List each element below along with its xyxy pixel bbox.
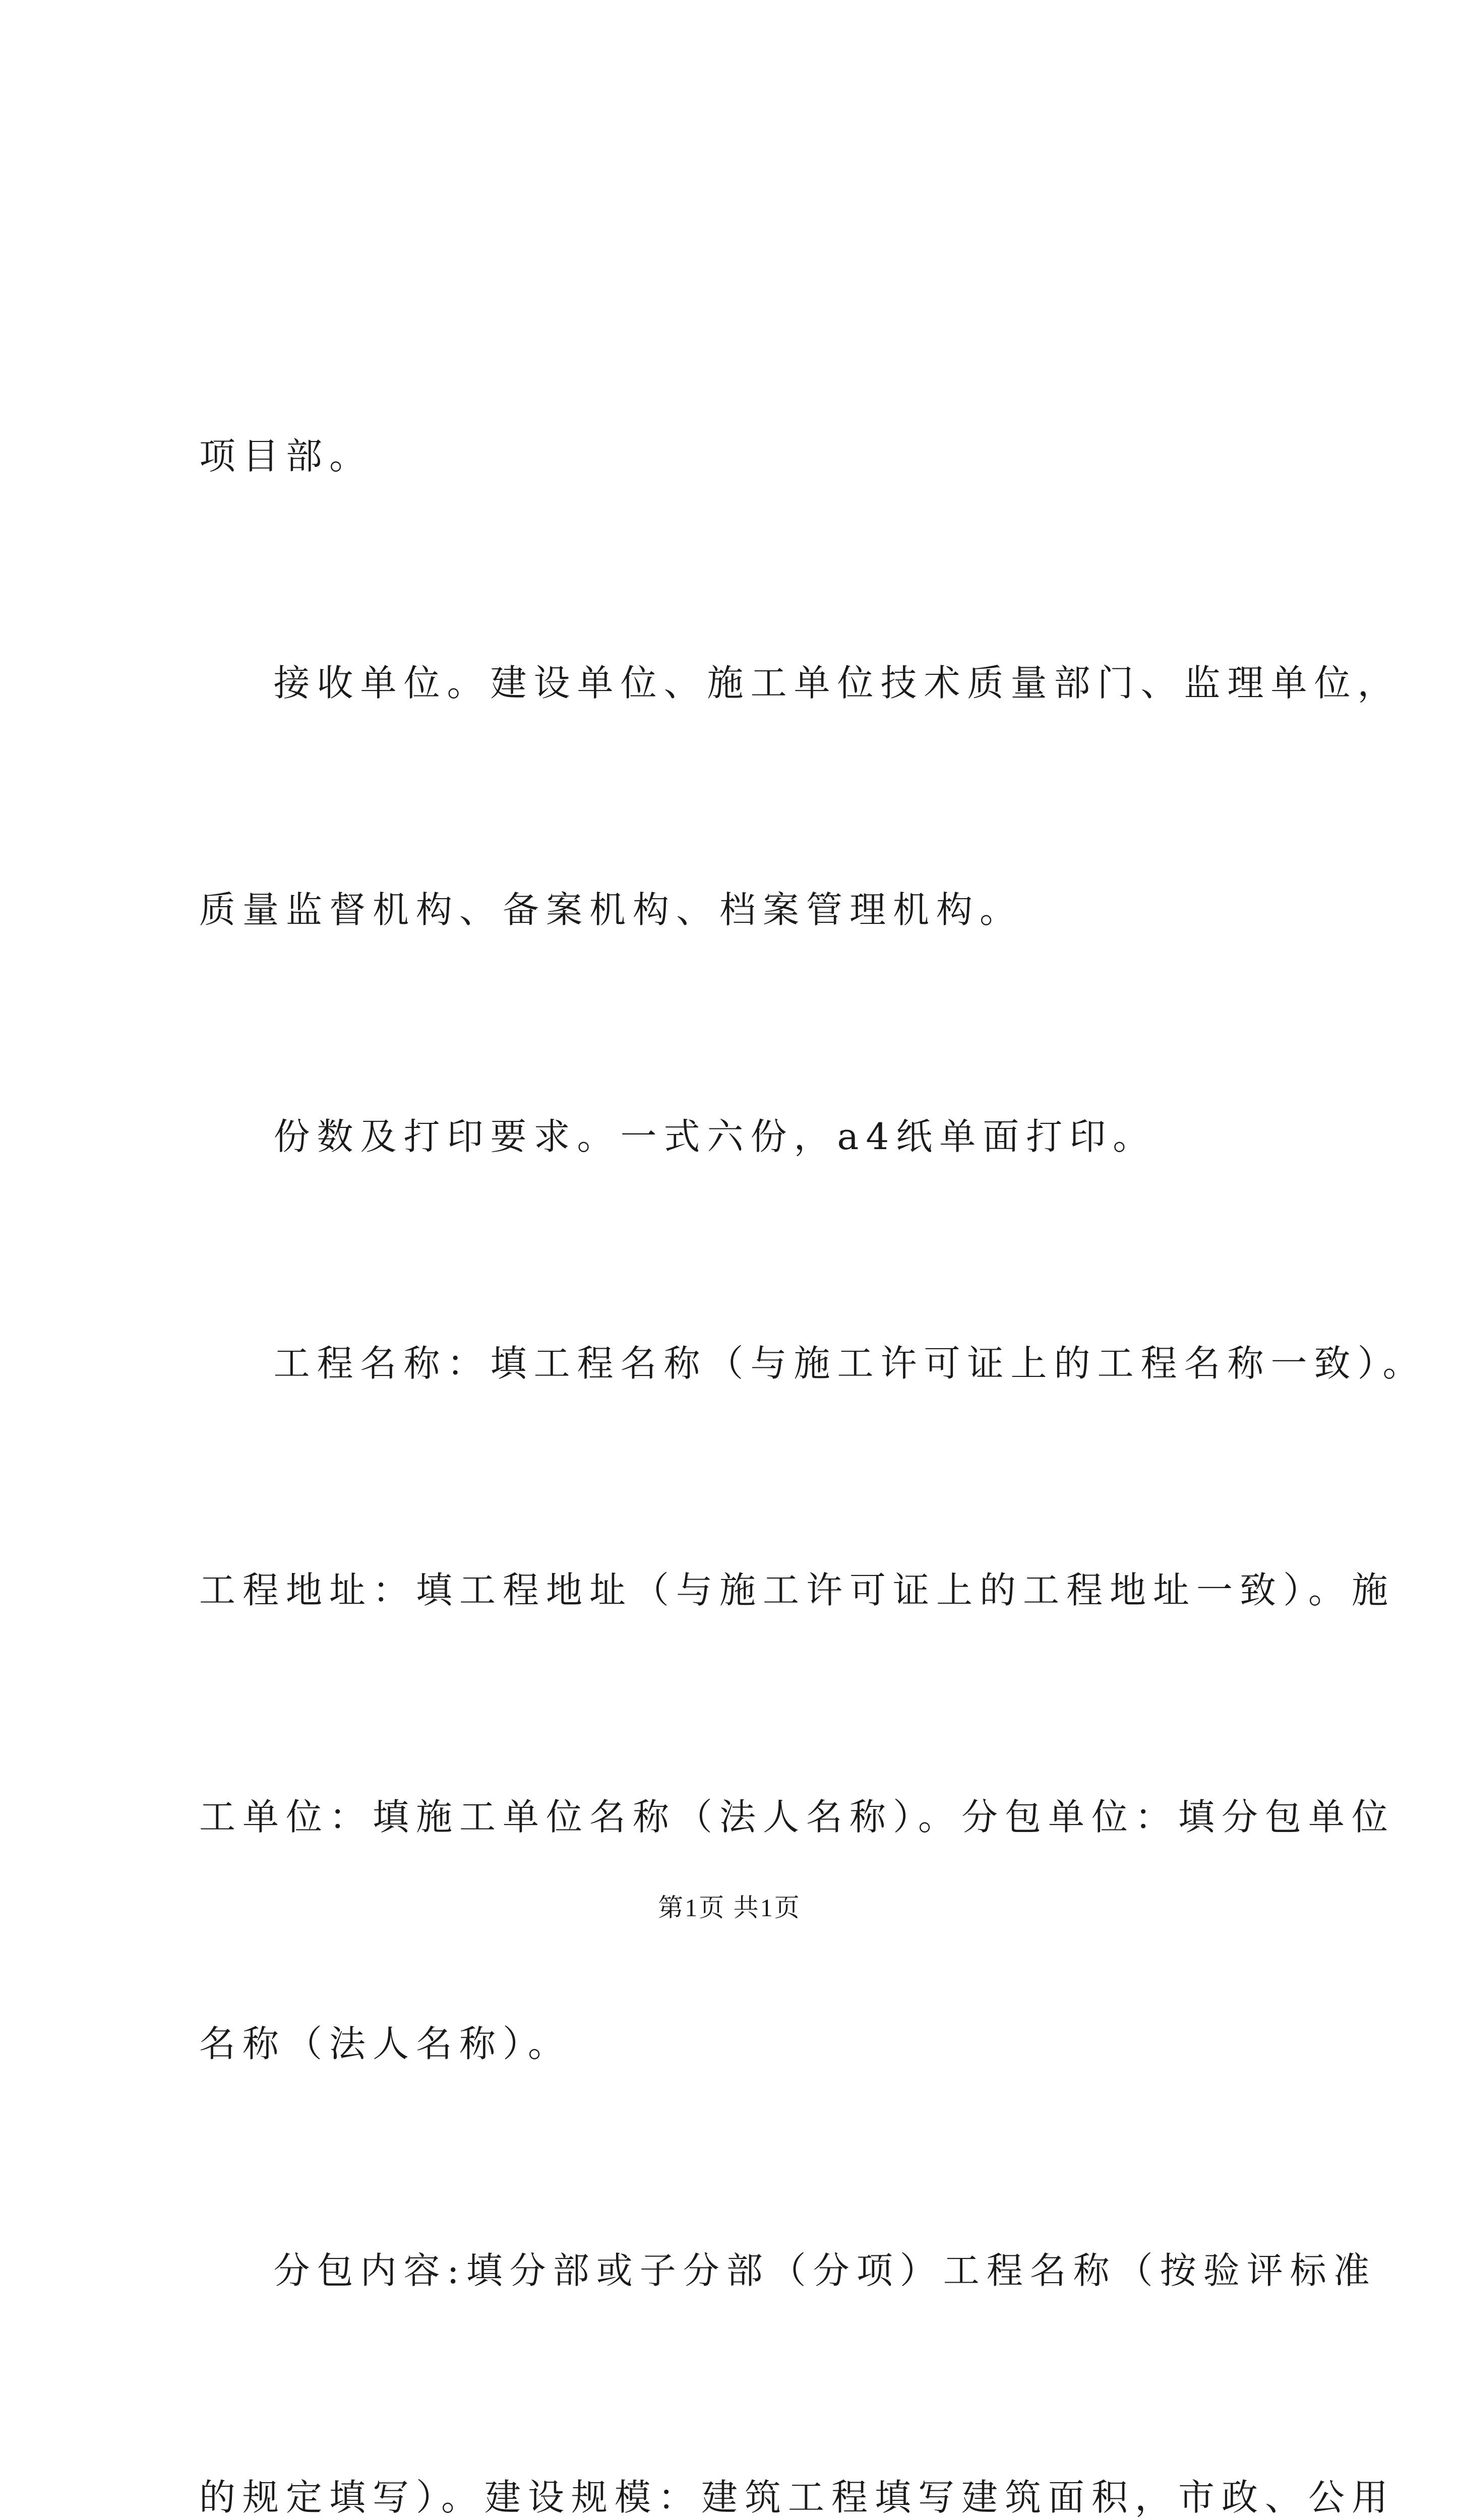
text-line: 分包内容:填分部或子分部（分项）工程名称（按验评标准 xyxy=(199,2249,1377,2292)
text-line: 工单位：填施工单位名称（法人名称）。分包单位：填分包单位 xyxy=(199,1796,1395,1838)
page-number-label: 第1页 共1页 xyxy=(658,1894,801,1922)
page-footer xyxy=(0,1887,1459,1924)
text-line: 项目部。 xyxy=(199,435,373,477)
text-line: 份数及打印要求。一式六份，a4纸单面打印。 xyxy=(199,1115,1157,1158)
text-line: 工程名称：填工程名称（与施工许可证上的工程名称一致）。 xyxy=(199,1342,1426,1384)
text-line: 的规定填写）。建设规模：建筑工程填写建筑面积，市政、公用 xyxy=(199,2476,1395,2518)
text-line: 工程地址：填工程地址（与施工许可证上的工程地址一致）。施 xyxy=(199,1569,1395,1611)
text-line: 名称（法人名称）。 xyxy=(199,2023,572,2065)
text-line: 质量监督机构、备案机构、档案管理机构。 xyxy=(199,889,1023,931)
document-body xyxy=(199,267,1426,2520)
text-line: 接收单位。建设单位、施工单位技术质量部门、监理单位， xyxy=(199,662,1401,704)
